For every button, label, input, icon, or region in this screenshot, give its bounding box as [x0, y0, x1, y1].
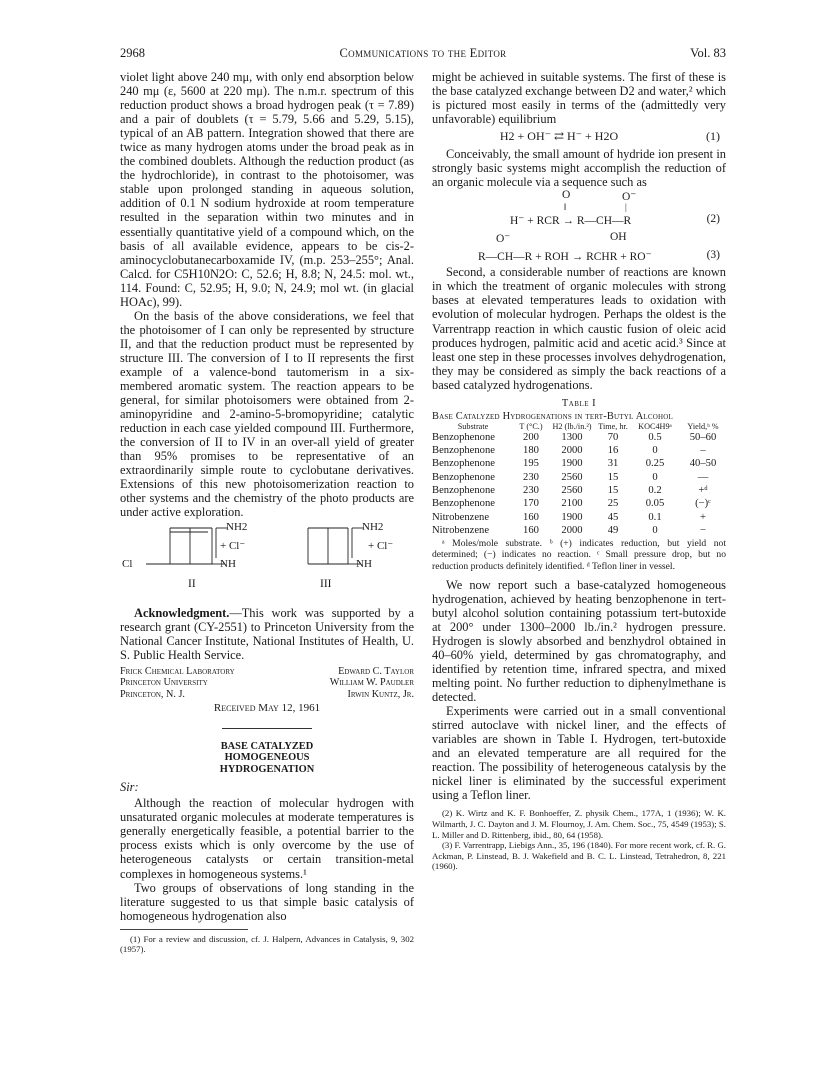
author-name: Edward C. Taylor — [338, 665, 414, 677]
salutation: Sir: — [120, 780, 139, 795]
right-paragraph-2: Conceivably, the small amount of hydride ion present in strongly basic systems might accomplish the reduction of an organic molecule via a sequence such as — [432, 147, 726, 190]
affiliation-place: Princeton, N. J. — [120, 689, 185, 701]
column-header: KOC4H9ᵃ — [638, 421, 672, 431]
equation-3-text: R—CH—R + ROH → RCHR + RO⁻ — [478, 251, 652, 264]
table-cell: 45 — [607, 511, 619, 523]
table-row — [432, 471, 726, 484]
footnote-3: (3) F. Varrentrapp, Liebigs Ann., 35, 196 (1840). For more recent work, cf. R. G. Ackman, P. Linstead, B. J. Wakefield and B. C. L. Linstead, Tetrahedron, 8, 221 (1960). — [432, 840, 726, 872]
table-cell: 0.1 — [648, 511, 662, 523]
structure-iii-nh2: NH2 — [362, 520, 384, 533]
table-cell: 0 — [652, 445, 658, 457]
table-row — [432, 431, 726, 444]
table-row — [432, 511, 726, 524]
left-paragraph-1: violet light above 240 mμ, with only end absorption below 240 mμ (ε, 5600 at 220 mμ). The n.m.r. spectrum of this reduction product shows a broad hydrogen peak (τ = 7.89) and a pair of doublets (τ = 5.79, 5.66 and 5.29, 5.15), typical of an AB pattern. Integration showed that there are twice as many hydrogen atoms under the broad peak as in the combined doublets. Although the reduction product (as the hydrochloride), in contrast to the photoisomer, was stable upon prolonged standing in aqueous solution, addition of 0.1 N sodium hydroxide at room temperature resulted in the separation within two minutes and in essentially quantitative yield of a compound which, on the basis of all available evidence, appears to be cis-2-aminocyclobutanecarboxamide IV, (m.p. 253–255°; Anal. Calcd. for C5H10N2O: C, 52.6; H, 8.8; N, 24.5: mol. wt., 114. Found: C, 52.95; H, 9.0; N, 24.9; mol wt. (in glacial HOAc), 99). — [120, 70, 414, 309]
table-cell: 50–60 — [689, 431, 717, 443]
table-cell: 25 — [607, 498, 619, 510]
table-cell: 16 — [607, 445, 619, 457]
left-paragraph-4: Two groups of observations of long standing in the literature suggested to us that simple basic catalysis of homogeneous hydrogenation also — [120, 880, 414, 923]
table-cell: 0 — [652, 471, 658, 483]
affiliation-row — [120, 677, 414, 689]
table-cell: 2000 — [561, 524, 583, 536]
article-title: BASE CATALYZED HOMOGENEOUS HYDROGENATION — [219, 740, 315, 775]
table-cell: 180 — [523, 445, 539, 457]
table-cell: Benzophenone — [432, 458, 495, 470]
column-header: Substrate — [457, 421, 489, 431]
equation-3-number: (3) — [706, 249, 720, 262]
table-cell: 2000 — [561, 445, 583, 457]
table-cell: 2560 — [561, 485, 583, 497]
table-cell: 0.5 — [648, 431, 662, 443]
table-cell: 230 — [523, 485, 539, 497]
acknowledgment-text: —This work was supported by a research grant (CY-2551) to Princeton University from the National Cancer Institute, National Institutes of Health, U. S. Public Health Service. — [120, 605, 414, 662]
single-bond-mark: | — [625, 202, 627, 213]
table-cell: Benzophenone — [432, 445, 495, 457]
table-cell: Benzophenone — [432, 431, 495, 443]
page-number: 2968 — [120, 46, 145, 60]
table-cell: 1300 — [561, 431, 583, 443]
equation-2-oxide-ion: O⁻ — [622, 191, 637, 204]
column-header: Yield,ᵇ % — [687, 421, 719, 431]
section-divider — [222, 728, 312, 729]
table-row — [432, 524, 726, 537]
table-row — [432, 457, 726, 470]
table-cell: 230 — [523, 471, 539, 483]
column-header: H2 (lb./in.²) — [552, 421, 592, 431]
structure-iii-nh: NH — [356, 557, 372, 570]
table-cell: 0.05 — [645, 498, 665, 510]
equation-2 — [432, 189, 726, 231]
right-paragraph-4: We now report such a base-catalyzed homogeneous hydrogenation, achieved by heating benzophenone in tert-butyl alcohol solution containing potassium tert-butoxide at 200° under 1300–2000 lb./in.² hydrogen pressure. Hydrogen is slowly absorbed and benzhydrol obtained in 40–60% yield, determined by gas chromatography, and identified by retention time, infrared spectra, and mixed melting point. No further reduction to diphenylmethane is detected. — [432, 577, 726, 705]
table-cell: 0.2 — [648, 485, 662, 497]
table-cell: 1900 — [561, 511, 583, 523]
table-body — [432, 431, 726, 537]
table-cell: (−)ᶜ — [695, 498, 711, 510]
table-cell: Nitrobenzene — [432, 511, 490, 523]
table-cell: +ᵈ — [698, 485, 708, 497]
table-cell: — — [697, 471, 709, 483]
structure-ii-label: II — [188, 577, 196, 590]
left-paragraph-3: Although the reaction of molecular hydrogen with unsaturated organic molecules at moderate temperatures is generally energetically feasible, a potential barrier to the process exists which is only overcome by the use of heterogeneous catalysts or certain transition-metal complexes in homogeneous systems.¹ — [120, 796, 414, 881]
equation-1-number: (1) — [706, 129, 720, 144]
footnote-rule — [120, 929, 248, 930]
table-title: Base Catalyzed Hydrogenations in tert-Butyl Alcohol — [432, 410, 674, 422]
table-cell: 15 — [607, 471, 619, 483]
structures-figure — [120, 522, 414, 604]
table-row — [432, 444, 726, 457]
table-cell: 31 — [607, 458, 619, 470]
table-cell: 1900 — [561, 458, 583, 470]
structure-ii-cl-ion: + Cl⁻ — [220, 539, 246, 552]
table-caption: Table I — [561, 397, 597, 409]
equation-3 — [432, 231, 726, 265]
author-name: William W. Paudler — [329, 677, 414, 689]
table-cell: Benzophenone — [432, 498, 495, 510]
table-header-row — [432, 422, 726, 431]
running-title: Communications to the Editor — [339, 46, 507, 60]
right-paragraph-3: Second, a considerable number of reactions are known in which the treatment of organic molecules with strong bases at elevated temperatures leads to oxidation with evolution of molecular hydrogen. Perhaps the oldest is the Varrentrapp reaction in which caustic fusion of oleic acid produces hydrogen, palmitic acid and acetic acid.³ Since at least one step in these processes involves dehydrogenation, they may be considered as simply the back reactions of a based catalyzed hydrogenations. — [432, 265, 726, 392]
equation-2-oxygen: O — [562, 189, 571, 202]
equation-3-hydroxyl: OH — [610, 231, 627, 244]
structure-ii-nh: NH — [220, 557, 236, 570]
equation-2-number: (2) — [706, 213, 720, 226]
equation-2-text: H⁻ + RCR → R—CH—R — [510, 215, 632, 228]
table-row — [432, 484, 726, 497]
table-cell: 2100 — [561, 498, 583, 510]
affiliations — [120, 666, 414, 701]
affiliation-place: Princeton University — [120, 677, 208, 689]
table-cell: Benzophenone — [432, 485, 495, 497]
column-header: T (°C.) — [519, 421, 543, 431]
table-cell: 160 — [523, 524, 539, 536]
table-cell: 2560 — [561, 471, 583, 483]
equation-1 — [432, 129, 726, 147]
affiliation-place: Frick Chemical Laboratory — [120, 665, 235, 677]
equation-1-text: H2 + OH⁻ ⇄ H⁻ + H2O — [499, 129, 619, 144]
left-paragraph-2: On the basis of the above considerations, we feel that the photoisomer of I can only be represented by structure II, and that the reduction product must be represented by structure III. The conversion of I to II represents the first example of a valence-bond tautomerism in a six-membered aromatic system. The reaction appears to be general, for similar photoisomers were obtained from 2-aminopyridine and 2-amino-5-bromopyridine; catalytic reduction in each case yielded compound III. Furthermore, the conversion of II to IV in an over-all yield of greater than 95% promises to be representative of an extraordinarily simple route to cyclobutane derivatives. Extensions of this new photoisomerization reaction to other systems and the chemistry of the photo products are under active exploration. — [120, 308, 414, 520]
table-notes: ᵃ Moles/mole substrate. ᵇ (+) indicates reduction, but yield not determined; (−) indicates no reaction. ᶜ Small pressure drop, but no reduction products definitely identified. ᵈ Teflon liner in vessel. — [432, 538, 726, 572]
structure-ii-nh2: NH2 — [226, 520, 248, 533]
table-cell: 160 — [523, 511, 539, 523]
table-cell: + — [700, 511, 706, 523]
table-cell: 200 — [523, 431, 539, 443]
table-cell: 0.25 — [645, 458, 665, 470]
right-paragraph-1: might be achieved in suitable systems. The first of these is the base catalyzed exchange between D2 and water,² which is pictured most easily in terms of the (admittedly very unfavorable) equilibrium — [432, 70, 726, 127]
author-name: Irwin Kuntz, Jr. — [347, 689, 414, 701]
structure-iii-label: III — [320, 577, 332, 590]
acknowledgment-heading: Acknowledgment. — [134, 605, 230, 620]
footnote-2: (2) K. Wirtz and K. F. Bonhoeffer, Z. physik Chem., 177A, 1 (1936); W. K. Wilmarth, J. C. Dayton and J. M. Flournoy, J. Am. Chem. Soc., 75, 4549 (1953); S. L. Miller and D. Rittenberg, ibid., 80, 64 (1958). — [432, 808, 726, 840]
table-cell: 0 — [652, 524, 658, 536]
table-cell: 170 — [523, 498, 539, 510]
table-1-grid — [432, 422, 726, 537]
table-cell: 15 — [607, 485, 619, 497]
received-date: Received May 12, 1961 — [213, 701, 321, 714]
table-cell: Nitrobenzene — [432, 524, 490, 536]
acknowledgment — [120, 606, 414, 662]
table-cell: Benzophenone — [432, 471, 495, 483]
table-cell: 40–50 — [689, 458, 717, 470]
table-cell: – — [700, 445, 706, 457]
table-row — [432, 497, 726, 510]
affiliation-row — [120, 666, 414, 678]
table-1 — [432, 398, 726, 572]
running-head — [120, 46, 726, 62]
table-cell: 195 — [523, 458, 539, 470]
column-header: Time, hr. — [598, 421, 628, 431]
equation-3-oxide-ion: O⁻ — [496, 233, 511, 246]
left-column — [120, 70, 414, 955]
table-cell: 70 — [607, 431, 619, 443]
volume-number: Vol. 83 — [690, 46, 726, 60]
right-column — [432, 70, 726, 872]
table-cell: − — [700, 524, 706, 536]
double-bond-mark: ‖ — [564, 202, 567, 213]
affiliation-row — [120, 689, 414, 701]
right-paragraph-5: Experiments were carried out in a small conventional stirred autoclave with nickel liner, and the effects of variables are shown in Table I. Hydrogen, tert-butoxide and an elevated temperature are all required for the reaction. The possibility of heterogeneous catalysis by the nickel liner is eliminated by the successful experiment using a Teflon liner. — [432, 704, 726, 803]
structure-ii-cl: Cl — [122, 557, 133, 570]
table-cell: 49 — [607, 524, 619, 536]
footnote-1: (1) For a review and discussion, cf. J. Halpern, Advances in Catalysis, 9, 302 (1957). — [120, 933, 414, 955]
structure-iii-cl-ion: + Cl⁻ — [368, 539, 394, 552]
